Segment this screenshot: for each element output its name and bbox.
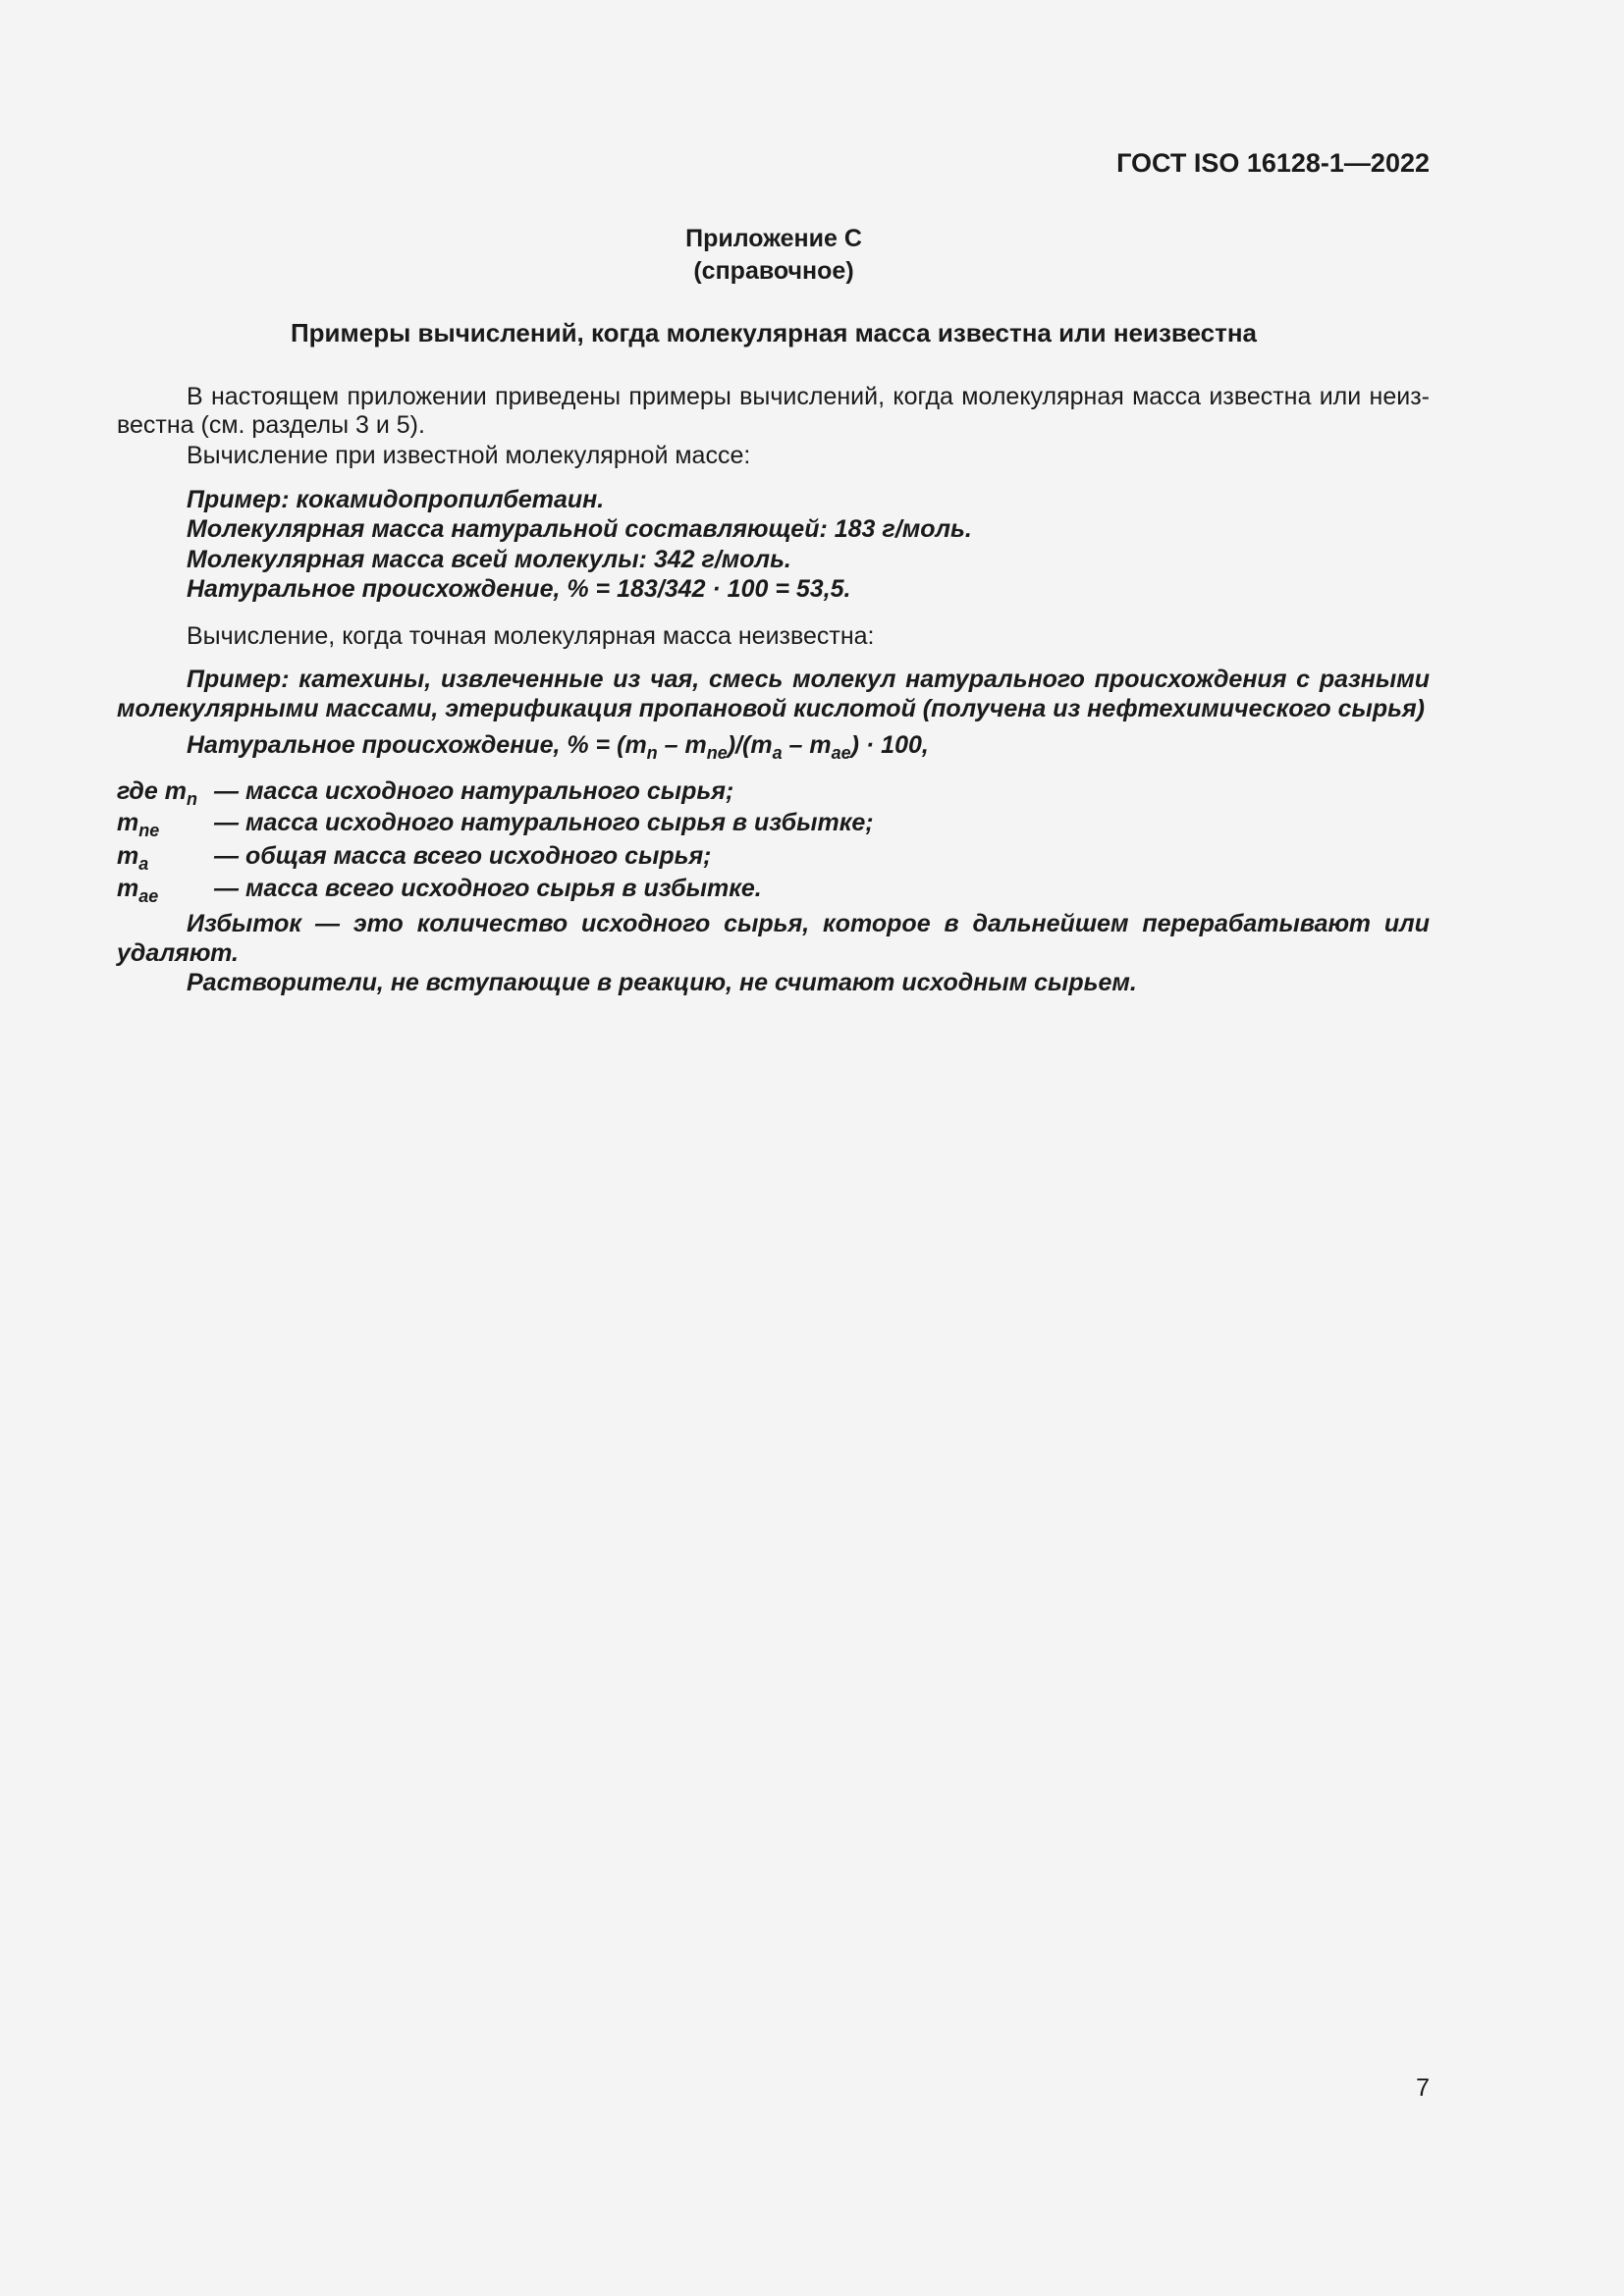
example1-line: Натуральное происхождение, % = 183/342 · 100 = 53,5.: [187, 575, 851, 603]
example2-text: Пример: катехины, извлеченные из чая, смесь молекул натурального происхождения с разными: [187, 666, 1430, 693]
annex-heading: Примеры вычислений, когда молекулярная масса известна или неизвестна: [290, 318, 1258, 347]
page-number: 7: [1416, 2074, 1430, 2102]
example1-line: Молекулярная масса натуральной составляющей: 183 г/моль.: [187, 515, 972, 543]
document-code: ГОСТ ISO 16128-1—2022: [1116, 148, 1430, 178]
formula: Натуральное происхождение, % = $(m_n - m_{ne})/(m_a - m_{ae}) \cdot 100$,: [187, 731, 929, 763]
solvents-text: Растворители, не вступающие в реакцию, не считают исходным сырьем.: [187, 969, 1137, 996]
example1-line: Пример: кокамидопропилбетаин.: [187, 486, 605, 513]
known-intro: Вычисление при известной молекулярной массе:: [187, 442, 751, 469]
excess-text: Избыток — это количество исходного сырья, которое в дальнейшем перерабатывают или: [187, 910, 1430, 937]
example2-text-cont: молекулярными массами, этерификация пропановой кислотой (получена из нефтехимического сырья): [117, 695, 1426, 722]
intro-text-cont: вестна (см. разделы 3 и 5).: [117, 411, 425, 439]
definition-row: где $m_n$ — масса исходного натурального сырья;: [117, 777, 734, 809]
annex-title: Приложение С: [685, 225, 862, 252]
intro-text: В настоящем приложении приведены примеры вычислений, когда молекулярная масса известна или неиз-: [187, 383, 1430, 410]
definition-row: $m_a$ — общая масса всего исходного сырья;: [117, 842, 712, 874]
excess-text-cont: удаляют.: [117, 939, 239, 967]
definition-row: $m_{ne}$ — масса исходного натурального сырья в избытке;: [117, 809, 874, 840]
definition-row: $m_{ae}$ — масса всего исходного сырья в избытке.: [117, 875, 762, 906]
unknown-intro: Вычисление, когда точная молекулярная масса неизвестна:: [187, 622, 875, 650]
annex-kind: (справочное): [693, 257, 854, 285]
example1-line: Молекулярная масса всей молекулы: 342 г/моль.: [187, 546, 791, 573]
